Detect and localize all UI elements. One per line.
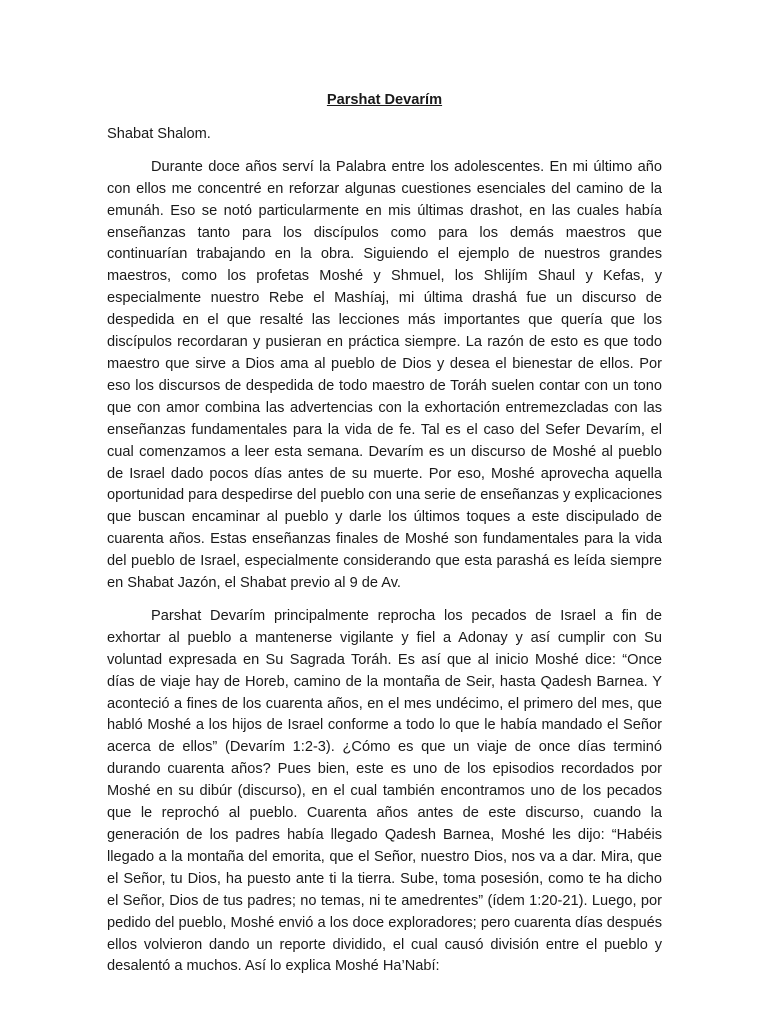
greeting: Shabat Shalom. <box>107 125 211 142</box>
paragraph-2: Parshat Devarím principalmente reprocha los pecados de Israel a fin de exhortar al pueblo a mantenerse vigilante y fiel a Adonay y así cumplir con Su voluntad expresada en Su Sagrada Toráh. Es así que al inicio Moshé dice: “Once días de viaje hay de Horeb, camino de la montaña de Seir, hasta Qadesh Barnea. Y aconteció a fines de los cuarenta años, en el mes undécimo, el primero del mes, que habló Moshé a los hijos de Israel conforme a todo lo que le había mandado el Señor acerca de ellos” (Devarím 1:2-3). ¿Cómo es que un viaje de once días terminó durando cuarenta años? Pues bien, este es uno de los episodios recordados por Moshé en su dibúr (discurso), en el cual también encontramos uno de los pecados que le reprochó al pueblo. Cuarenta años antes de este discurso, cuando la generación de los padres había llegado Qadesh Barnea, Moshé les dijo: “Habéis llegado a la montaña del emorita, que el Señor, nuestro Dios, nos va a dar. Mira, que el Señor, tu Dios, ha puesto ante ti la tierra. Sube, toma posesión, como te ha dicho el Señor, Dios de tus padres; no temas, ni te amedrentes” (ídem 1:20-21). Luego, por pedido del pueblo, Moshé envió a los doce exploradores; pero cuarenta días después ellos volvieron dando un reporte dividido, el cual causó división entre el pueblo y desalentó a muchos. Así lo explica Moshé Ha’Nabí: <box>107 607 662 975</box>
document-title: Parshat Devarím <box>326 92 443 108</box>
document-page <box>107 90 662 989</box>
paragraph-1: Durante doce años serví la Palabra entre los adolescentes. En mi último año con ellos me concentré en reforzar algunas cuestiones esenciales del camino de la emunáh. Eso se notó particularmente en mis últimas drashot, en las cuales había enseñanzas tanto para los discípulos como para los demás maestros que continuarían trabajando en la obra. Siguiendo el ejemplo de nuestros grandes maestros, como los profetas Moshé y Shmuel, los Shlijím Shaul y Kefas, y especialmente nuestro Rebe el Mashíaj, mi última drashá fue un discurso de despedida en el que resalté las lecciones más importantes que quería que los discípulos recordaran y pusieran en práctica siempre. La razón de esto es que todo maestro que sirve a Dios ama al pueblo de Dios y desea el bienestar de ellos. Por eso los discursos de despedida de todo maestro de Toráh suelen contar con un tono que con amor combina las advertencias con la exhortación entremezcladas con las enseñanzas fundamentales para la vida de fe. Tal es el caso del Sefer Devarím, el cual comenzamos a leer esta semana. Devarím es un discurso de Moshé al pueblo de Israel dado pocos días antes de su muerte. Por eso, Moshé aprovecha aquella oportunidad para despedirse del pueblo con una serie de enseñanzas y explicaciones que buscan encaminar al pueblo y darle los últimos toques a este discipulado de cuarenta años. Estas enseñanzas finales de Moshé son fundamentales para la vida del pueblo de Israel, especialmente considerando que esta parashá es leída siempre en Shabat Jazón, el Shabat previo al 9 de Av. <box>107 158 662 592</box>
